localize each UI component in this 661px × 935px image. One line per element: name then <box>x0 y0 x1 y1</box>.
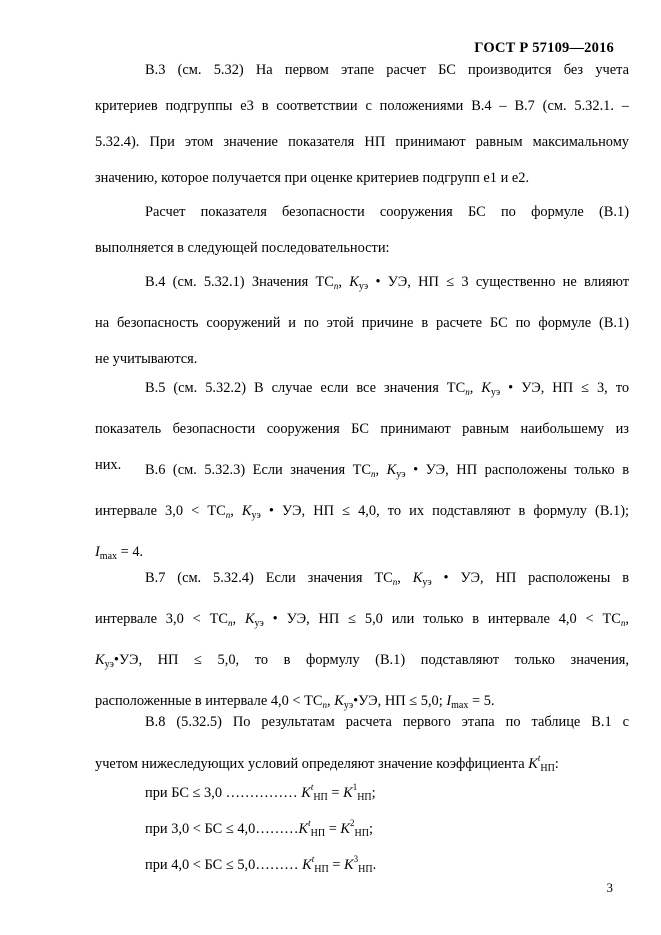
text-line: показатель безопасности сооружения БС принимают равным наибольшему из <box>95 421 629 437</box>
formula-condition-1: при БС ≤ 3,0 …………… $K^t_{НП} = K^1_{НП}$; <box>145 782 376 803</box>
page-number: 3 <box>606 880 613 895</box>
text-line: $K_{уэ}•УЭ$, НП ≤ 5,0, то в формулу (В.1) подставляют только значения, <box>95 652 629 670</box>
formula-condition-3: при 4,0 < БС ≤ 5,0……… $K^t_{НП} = K^3_{НП}$. <box>145 854 377 875</box>
text-line: интервале $3,0 < ТС_n$, $K_{уэ}$ • УЭ, НП ≤ 4,0, то их подставляют в формулу (В.1); <box>95 503 630 521</box>
text-line: значению, которое получается при оценке критериев подгрупп е1 и е2. <box>95 170 530 186</box>
text-line: Расчет показателя безопасности сооружения БС по формуле (В.1) <box>145 204 629 220</box>
text-line: них. <box>95 457 122 473</box>
text-line: В.5 (см. 5.32.2) В случае если все значения $ТС_n$, $K_{уэ}$ • УЭ, НП ≤ 3, то <box>145 380 630 398</box>
text-line: на безопасность сооружений и по этой причине в расчете БС по формуле (В.1) <box>95 315 629 331</box>
text-line: выполняется в следующей последовательности: <box>95 240 390 256</box>
text-line: В.3 (см. 5.32) На первом этапе расчет БС производится без учета <box>145 62 629 78</box>
text-line: не учитываются. <box>95 351 198 367</box>
paragraph-b4 <box>95 264 629 377</box>
text-line: $I_{max} = 4$. <box>95 544 144 562</box>
text-line: В.7 (см. 5.32.4) Если значения $ТС_n$, $K_{уэ}$ • УЭ, НП расположены в <box>145 570 629 588</box>
text-line: расположенные в интервале $4,0 < ТС_n$, $K_{уэ}•УЭ$, НП ≤ 5,0; $I_{max} = 5$. <box>95 693 495 711</box>
text-line: 5.32.4). При этом значение показателя НП принимают равным максимальному <box>95 134 629 150</box>
document-code-header: ГОСТ Р 57109—2016 <box>474 40 614 56</box>
paragraph-b8 <box>95 704 629 787</box>
paragraph-b3 <box>95 52 629 196</box>
text-line: В.4 (см. 5.32.1) Значения $ТС_n$, $K_{уэ}$ • УЭ, НП ≤ 3 существенно не влияют <box>145 274 630 292</box>
text-line: интервале $3,0 < ТС_n$, $K_{уэ}$ • УЭ, НП ≤ 5,0 или только в интервале $4,0 < ТС_n$, <box>95 611 630 629</box>
text-line: учетом нижеследующих условий определяют значение коэффициента $K^t_{НП}$: <box>95 753 559 774</box>
text-line: В.6 (см. 5.32.3) Если значения $ТС_n$, $K_{уэ}$ • УЭ, НП расположены только в <box>145 462 629 480</box>
formula-condition-2: при 3,0 < БС ≤ $4,0\dots\dots\dots K^t_{НП} = K^2_{НП}$; <box>145 818 373 839</box>
paragraph-sequence-intro <box>95 194 629 266</box>
text-line: критериев подгруппы е3 в соответствии с положениями В.4 – В.7 (см. 5.32.1. – <box>95 98 629 114</box>
paragraph-b7 <box>95 560 629 724</box>
paragraph-b6 <box>95 452 629 575</box>
text-line: В.8 (5.32.5) По результатам расчета первого этапа по таблице В.1 с <box>145 714 629 730</box>
